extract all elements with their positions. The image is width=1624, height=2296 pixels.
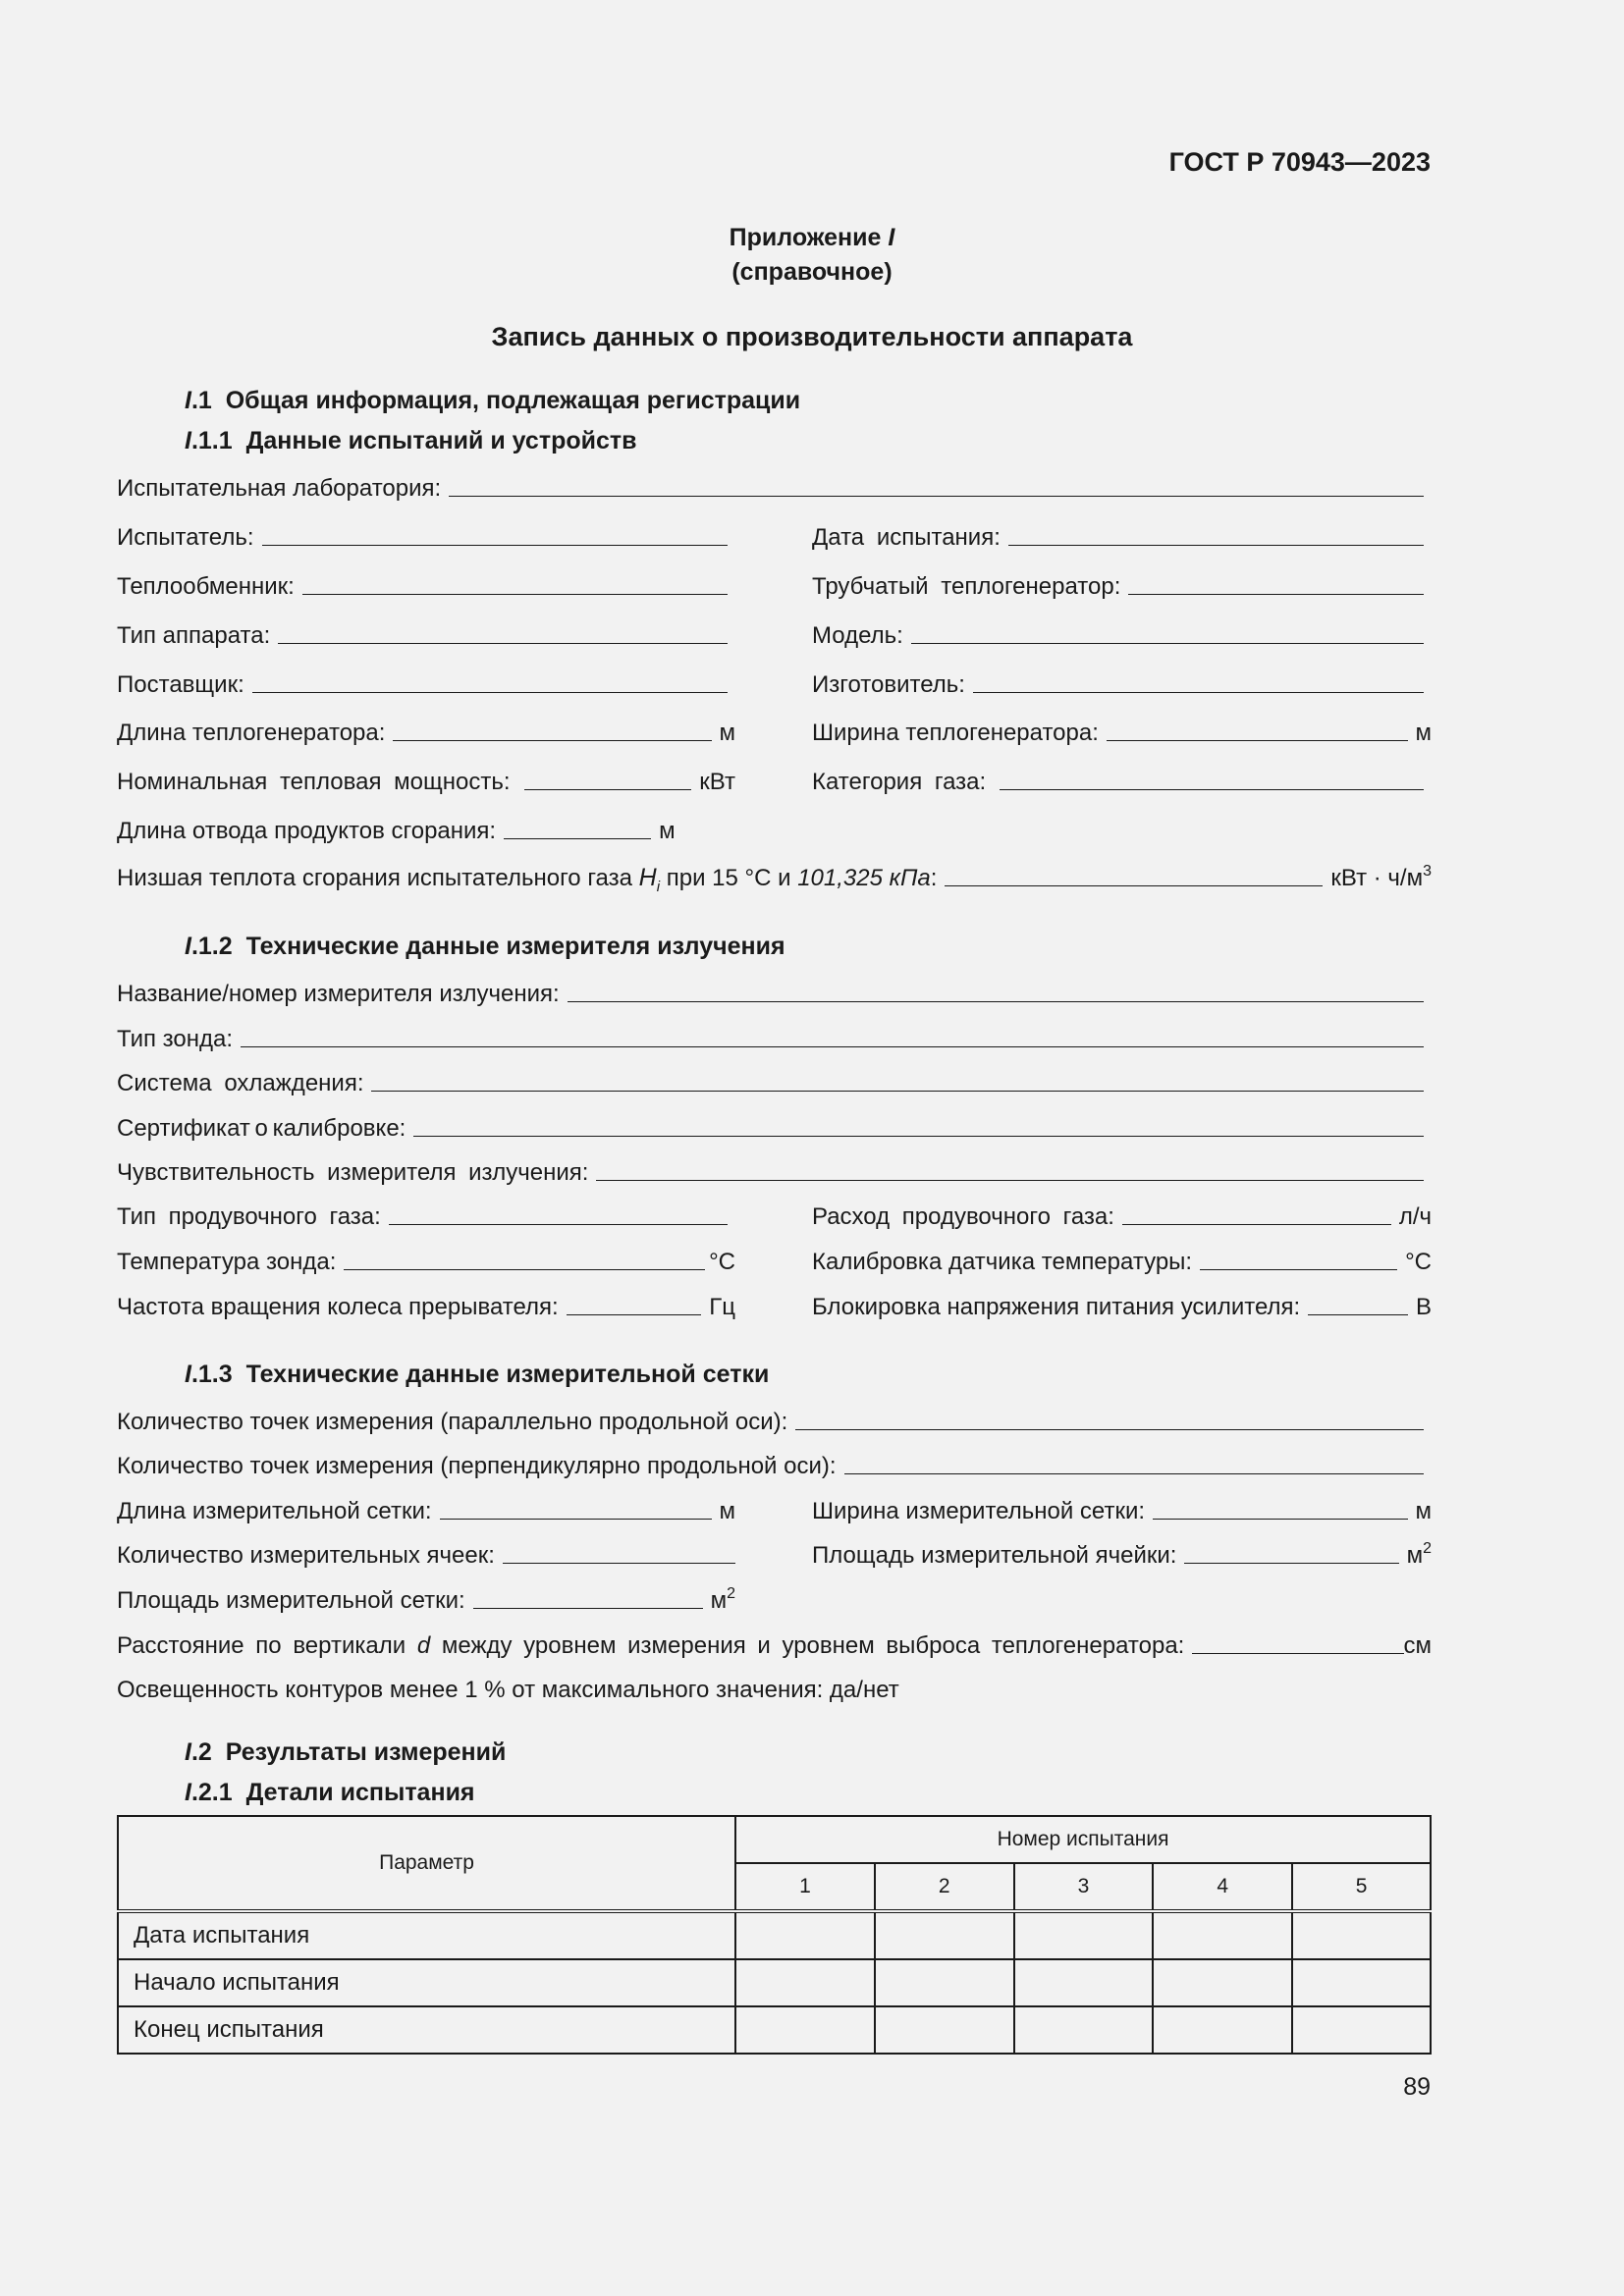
field-gen-width: Ширина теплогенератора: м <box>812 720 1432 746</box>
fill-line[interactable] <box>344 1268 705 1270</box>
fill-line[interactable] <box>1107 739 1408 741</box>
field-test-date: Дата испытания: <box>812 520 1432 552</box>
field-grid-length: Длина измерительной сетки: м <box>117 1498 735 1524</box>
fill-line[interactable] <box>568 1000 1424 1002</box>
test-number-header: Номер испытания <box>735 1816 1431 1863</box>
fill-line[interactable] <box>945 884 1323 886</box>
table-row <box>118 1959 1431 2006</box>
fill-line[interactable] <box>1122 1223 1391 1225</box>
table-cell[interactable] <box>1292 2006 1431 2054</box>
field-temp-calibration: Калибровка датчика температуры: °С <box>812 1249 1432 1275</box>
field-appliance-type: Тип аппарата: <box>117 618 735 650</box>
field-tube-generator: Трубчатый теплогенератор: <box>812 569 1432 601</box>
fill-line[interactable] <box>1008 544 1424 546</box>
table-cell[interactable] <box>875 1959 1014 2006</box>
section-title: Результаты измерений <box>225 1738 507 1766</box>
fill-line[interactable] <box>1128 593 1424 595</box>
test-number-cell: 3 <box>1014 1863 1154 1911</box>
field-gas-category: Категория газа: <box>812 765 1432 796</box>
fill-line[interactable] <box>413 1135 1424 1137</box>
fill-line[interactable] <box>504 837 651 839</box>
field-probe-type: Тип зонда: <box>117 1022 1432 1053</box>
row-label: Конец испытания <box>118 2006 735 2054</box>
section-heading <box>185 387 800 415</box>
subsection-heading <box>185 1779 475 1807</box>
fill-line[interactable] <box>844 1472 1424 1474</box>
table-cell[interactable] <box>735 1911 875 1959</box>
appendix-heading: Запись данных о производительности аппарата <box>491 322 1133 351</box>
table-row <box>118 2006 1431 2054</box>
test-details-table <box>117 1815 1432 2055</box>
table-row <box>118 1911 1431 1959</box>
fill-line[interactable] <box>911 642 1424 644</box>
table-cell[interactable] <box>1153 1911 1292 1959</box>
section-title: Технические данные измерительной сетки <box>245 1361 770 1388</box>
fill-line[interactable] <box>1000 788 1424 790</box>
fill-line[interactable] <box>262 544 729 546</box>
page-number: 89 <box>1403 2073 1431 2101</box>
section-title: Общая информация, подлежащая регистрации <box>225 387 801 414</box>
subsection-heading <box>185 427 637 455</box>
fill-line[interactable] <box>1308 1313 1408 1315</box>
field-sensitivity: Чувствительность измерителя излучения: <box>117 1155 1432 1187</box>
row-label: Начало испытания <box>118 1959 735 2006</box>
table-cell[interactable] <box>1014 1911 1154 1959</box>
section-title: Технические данные измерителя излучения <box>245 933 785 960</box>
fill-line[interactable] <box>973 691 1424 693</box>
fill-line[interactable] <box>278 642 728 644</box>
appendix-title: Приложение I <box>729 224 895 251</box>
table-cell[interactable] <box>735 1959 875 2006</box>
section-heading <box>185 1738 506 1767</box>
field-tester: Испытатель: <box>117 520 735 552</box>
section-number: I.1.2 <box>185 933 233 960</box>
table-cell[interactable] <box>1153 2006 1292 2054</box>
fill-line[interactable] <box>795 1428 1424 1430</box>
fill-line[interactable] <box>1192 1652 1403 1654</box>
field-illumination: Освещенность контуров менее 1 % от максимального значения: да/нет <box>117 1677 899 1703</box>
field-cell-area: Площадь измерительной ячейки: $м^2$ <box>812 1540 1432 1569</box>
test-number-cell: 1 <box>735 1863 875 1911</box>
field-grid-width: Ширина измерительной сетки: м <box>812 1498 1432 1524</box>
row-label: Дата испытания <box>118 1911 735 1959</box>
section-number: I.2.1 <box>185 1779 233 1806</box>
fill-line[interactable] <box>241 1045 1424 1047</box>
test-number-cell: 4 <box>1153 1863 1292 1911</box>
field-cooling: Система охлаждения: <box>117 1066 1432 1097</box>
test-number-cell: 5 <box>1292 1863 1431 1911</box>
field-points-perp: Количество точек измерения (перпендикулярно продольной оси): <box>117 1449 1432 1480</box>
table-cell[interactable] <box>1153 1959 1292 2006</box>
document-id: ГОСТ Р 70943—2023 <box>1168 147 1431 177</box>
subsection-heading <box>185 1361 769 1389</box>
field-gen-length: Длина теплогенератора: м <box>117 720 735 746</box>
field-meter-name: Название/номер измерителя излучения: <box>117 977 1432 1008</box>
subsection-heading <box>185 933 785 961</box>
field-chopper-speed: Частота вращения колеса прерывателя: Гц <box>117 1294 735 1320</box>
field-points-parallel: Количество точек измерения (параллельно продольной оси): <box>117 1405 1432 1436</box>
fill-line[interactable] <box>371 1090 1424 1092</box>
fill-line[interactable] <box>252 691 728 693</box>
table-cell[interactable] <box>875 1911 1014 1959</box>
section-number: I.2 <box>185 1738 212 1766</box>
field-grid-area: Площадь измерительной сетки: $м^2$ <box>117 1585 735 1614</box>
section-title: Данные испытаний и устройств <box>245 427 637 454</box>
field-heating-value: Низшая теплота сгорания испытательного газа $H_i$ при 15 °С и 101,325 кПа: кВт · $ч/м^3$ <box>117 863 1432 895</box>
table-cell[interactable] <box>1014 2006 1154 2054</box>
table-cell[interactable] <box>875 2006 1014 2054</box>
field-nominal-power: Номинальная тепловая мощность: кВт <box>117 769 735 795</box>
table-cell[interactable] <box>1292 1959 1431 2006</box>
field-certificate: Сертификат о калибровке: <box>117 1111 1432 1143</box>
fill-line[interactable] <box>503 1562 735 1564</box>
test-number-cell: 2 <box>875 1863 1014 1911</box>
section-number: I.1.1 <box>185 427 233 454</box>
section-number: I.1 <box>185 387 212 414</box>
fill-line[interactable] <box>1200 1268 1397 1270</box>
field-cells-count: Количество измерительных ячеек: <box>117 1538 735 1570</box>
field-amp-voltage: Блокировка напряжения питания усилителя: В <box>812 1294 1432 1320</box>
section-title: Детали испытания <box>245 1779 475 1806</box>
fill-line[interactable] <box>393 739 711 741</box>
param-header: Параметр <box>118 1816 735 1911</box>
fill-line[interactable] <box>440 1518 712 1520</box>
section-number: I.1.3 <box>185 1361 233 1388</box>
fill-line[interactable] <box>473 1607 703 1609</box>
fill-line[interactable] <box>567 1313 702 1315</box>
fill-line[interactable] <box>524 788 692 790</box>
fill-line[interactable] <box>1184 1562 1398 1564</box>
field-vertical-distance: Расстояние по вертикали d между уровнем измерения и уровнем выброса теплогенератора: см <box>117 1632 1432 1659</box>
field-probe-temp: Температура зонда: °С <box>117 1249 735 1275</box>
field-purge-flow: Расход продувочного газа: л/ч <box>812 1203 1432 1230</box>
fill-line[interactable] <box>302 593 728 595</box>
field-model: Модель: <box>812 618 1432 650</box>
field-lab: Испытательная лаборатория: <box>117 471 1432 503</box>
table-cell[interactable] <box>1292 1911 1431 1959</box>
field-purge-type: Тип продувочного газа: <box>117 1200 735 1231</box>
fill-line[interactable] <box>449 495 1424 497</box>
field-flue-length: Длина отвода продуктов сгорания: м <box>117 818 676 844</box>
table-cell[interactable] <box>1014 1959 1154 2006</box>
fill-line[interactable] <box>596 1179 1424 1181</box>
field-supplier: Поставщик: <box>117 667 735 699</box>
field-heat-exchanger: Теплообменник: <box>117 569 735 601</box>
fill-line[interactable] <box>389 1223 728 1225</box>
field-manufacturer: Изготовитель: <box>812 667 1432 699</box>
table-cell[interactable] <box>735 2006 875 2054</box>
fill-line[interactable] <box>1153 1518 1407 1520</box>
appendix-kind: (справочное) <box>731 258 893 286</box>
